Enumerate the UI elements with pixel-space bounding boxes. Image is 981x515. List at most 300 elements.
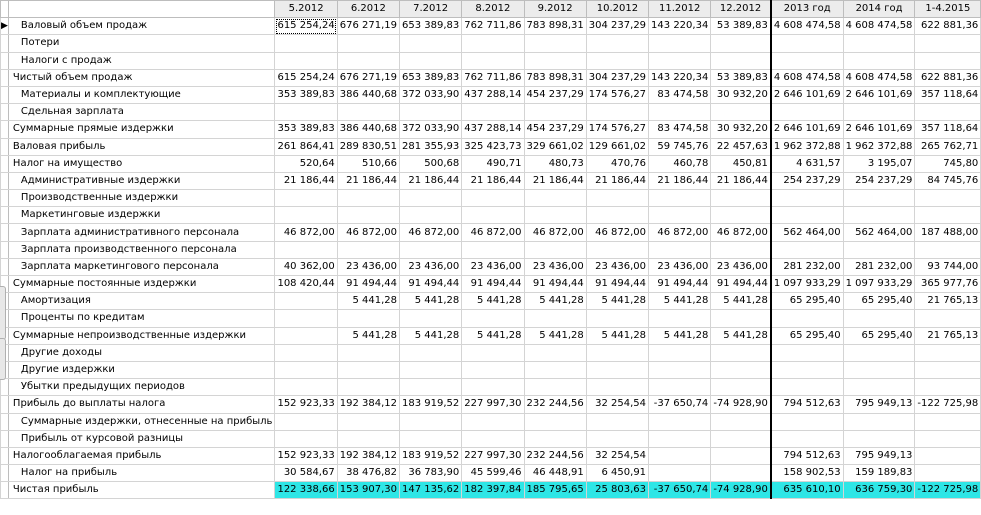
value-cell[interactable] — [337, 430, 399, 447]
value-cell[interactable] — [275, 361, 337, 378]
value-cell[interactable]: 32 254,54 — [586, 447, 648, 464]
value-cell[interactable]: 30 584,67 — [275, 465, 337, 482]
value-cell[interactable]: 325 423,73 — [462, 138, 524, 155]
value-cell[interactable]: 174 576,27 — [586, 86, 648, 103]
value-cell[interactable] — [843, 310, 915, 327]
value-cell[interactable]: 6 450,91 — [586, 465, 648, 482]
value-cell[interactable] — [462, 52, 524, 69]
value-cell[interactable] — [915, 379, 981, 396]
value-cell[interactable]: 46 872,00 — [524, 224, 586, 241]
value-cell[interactable]: 254 237,29 — [771, 172, 843, 189]
value-cell[interactable] — [337, 207, 399, 224]
value-cell[interactable] — [462, 241, 524, 258]
table-row[interactable] — [1, 344, 981, 361]
value-cell[interactable]: 454 237,29 — [524, 121, 586, 138]
value-cell[interactable]: 46 872,00 — [337, 224, 399, 241]
value-cell[interactable]: 23 436,00 — [524, 258, 586, 275]
value-cell[interactable] — [337, 52, 399, 69]
value-cell[interactable] — [337, 379, 399, 396]
value-cell[interactable] — [711, 465, 771, 482]
value-cell[interactable] — [399, 379, 461, 396]
value-cell[interactable] — [711, 344, 771, 361]
value-cell[interactable]: 2 646 101,69 — [843, 121, 915, 138]
value-cell[interactable]: 635 610,10 — [771, 482, 843, 499]
value-cell[interactable] — [711, 207, 771, 224]
value-cell[interactable]: 795 949,13 — [843, 396, 915, 413]
value-cell[interactable]: 21 186,44 — [399, 172, 461, 189]
row-indicator[interactable] — [1, 258, 9, 275]
value-cell[interactable] — [843, 379, 915, 396]
value-cell[interactable] — [843, 361, 915, 378]
value-cell[interactable] — [275, 327, 337, 344]
value-cell[interactable] — [524, 361, 586, 378]
row-indicator[interactable] — [1, 172, 9, 189]
row-indicator[interactable] — [1, 465, 9, 482]
value-cell[interactable]: 30 932,20 — [711, 121, 771, 138]
value-cell[interactable]: 53 389,83 — [711, 69, 771, 86]
column-header[interactable]: 8.2012 — [462, 1, 524, 18]
value-cell[interactable] — [275, 52, 337, 69]
value-cell[interactable] — [915, 310, 981, 327]
value-cell[interactable] — [399, 310, 461, 327]
value-cell[interactable]: 21 765,13 — [915, 327, 981, 344]
value-cell[interactable]: 183 919,52 — [399, 447, 461, 464]
value-cell[interactable] — [524, 190, 586, 207]
table-row[interactable] — [1, 430, 981, 447]
value-cell[interactable]: 4 608 474,58 — [771, 69, 843, 86]
value-cell[interactable]: 185 795,65 — [524, 482, 586, 499]
value-cell[interactable]: 5 441,28 — [586, 327, 648, 344]
value-cell[interactable] — [843, 344, 915, 361]
value-cell[interactable]: 437 288,14 — [462, 121, 524, 138]
value-cell[interactable]: 46 872,00 — [462, 224, 524, 241]
value-cell[interactable] — [524, 35, 586, 52]
value-cell[interactable] — [399, 104, 461, 121]
value-cell[interactable]: 261 864,41 — [275, 138, 337, 155]
value-cell[interactable]: 23 436,00 — [649, 258, 711, 275]
value-cell[interactable]: 93 744,00 — [915, 258, 981, 275]
value-cell[interactable] — [337, 241, 399, 258]
table-row[interactable] — [1, 224, 981, 241]
row-indicator[interactable] — [1, 379, 9, 396]
value-cell[interactable] — [399, 52, 461, 69]
value-cell[interactable]: 5 441,28 — [649, 327, 711, 344]
value-cell[interactable] — [711, 52, 771, 69]
value-cell[interactable] — [771, 35, 843, 52]
value-cell[interactable]: 46 872,00 — [649, 224, 711, 241]
value-cell[interactable] — [771, 413, 843, 430]
value-cell[interactable]: 46 448,91 — [524, 465, 586, 482]
value-cell[interactable] — [843, 241, 915, 258]
value-cell[interactable] — [337, 344, 399, 361]
value-cell[interactable]: 5 441,28 — [462, 327, 524, 344]
value-cell[interactable]: 304 237,29 — [586, 69, 648, 86]
value-cell[interactable] — [771, 310, 843, 327]
value-cell[interactable]: 152 923,33 — [275, 447, 337, 464]
column-header[interactable]: 7.2012 — [399, 1, 461, 18]
value-cell[interactable] — [524, 379, 586, 396]
value-cell[interactable] — [649, 241, 711, 258]
value-cell[interactable] — [337, 310, 399, 327]
value-cell[interactable] — [399, 190, 461, 207]
table-row[interactable] — [1, 413, 981, 430]
value-cell[interactable] — [462, 310, 524, 327]
value-cell[interactable]: 450,81 — [711, 155, 771, 172]
value-cell[interactable]: 636 759,30 — [843, 482, 915, 499]
value-cell[interactable] — [524, 241, 586, 258]
value-cell[interactable] — [586, 413, 648, 430]
value-cell[interactable]: 45 599,46 — [462, 465, 524, 482]
value-cell[interactable]: 25 803,63 — [586, 482, 648, 499]
value-cell[interactable] — [771, 207, 843, 224]
value-cell[interactable]: 745,80 — [915, 155, 981, 172]
value-cell[interactable]: 143 220,34 — [649, 69, 711, 86]
value-cell[interactable]: 46 872,00 — [275, 224, 337, 241]
value-cell[interactable]: 91 494,44 — [399, 276, 461, 293]
value-cell[interactable]: 91 494,44 — [337, 276, 399, 293]
value-cell[interactable]: 4 608 474,58 — [843, 18, 915, 35]
value-cell[interactable] — [462, 379, 524, 396]
row-indicator[interactable] — [1, 121, 9, 138]
value-cell[interactable] — [771, 104, 843, 121]
value-cell[interactable]: 454 237,29 — [524, 86, 586, 103]
value-cell[interactable] — [586, 310, 648, 327]
value-cell[interactable]: 91 494,44 — [711, 276, 771, 293]
value-cell[interactable]: 372 033,90 — [399, 86, 461, 103]
value-cell[interactable] — [524, 413, 586, 430]
column-header[interactable]: 9.2012 — [524, 1, 586, 18]
value-cell[interactable]: 353 389,83 — [275, 86, 337, 103]
value-cell[interactable]: 182 397,84 — [462, 482, 524, 499]
value-cell[interactable] — [649, 104, 711, 121]
column-header[interactable]: 5.2012 — [275, 1, 337, 18]
value-cell[interactable] — [275, 344, 337, 361]
value-cell[interactable]: 46 872,00 — [711, 224, 771, 241]
value-cell[interactable]: 192 384,12 — [337, 447, 399, 464]
column-header[interactable]: 1-4.2015 — [915, 1, 981, 18]
value-cell[interactable]: 187 488,00 — [915, 224, 981, 241]
value-cell[interactable]: 192 384,12 — [337, 396, 399, 413]
value-cell[interactable]: 83 474,58 — [649, 86, 711, 103]
value-cell[interactable]: 122 338,66 — [275, 482, 337, 499]
value-cell[interactable]: 4 631,57 — [771, 155, 843, 172]
table-row[interactable] — [1, 447, 981, 464]
value-cell[interactable] — [915, 447, 981, 464]
value-cell[interactable]: 372 033,90 — [399, 121, 461, 138]
value-cell[interactable]: 65 295,40 — [843, 327, 915, 344]
value-cell[interactable]: 5 441,28 — [711, 293, 771, 310]
value-cell[interactable]: 795 949,13 — [843, 447, 915, 464]
value-cell[interactable]: 108 420,44 — [275, 276, 337, 293]
value-cell[interactable] — [771, 344, 843, 361]
value-cell[interactable]: 794 512,63 — [771, 396, 843, 413]
value-cell[interactable] — [524, 310, 586, 327]
value-cell[interactable]: -74 928,90 — [711, 396, 771, 413]
value-cell[interactable]: 232 244,56 — [524, 396, 586, 413]
value-cell[interactable] — [649, 344, 711, 361]
value-cell[interactable] — [711, 310, 771, 327]
value-cell[interactable]: 622 881,36 — [915, 18, 981, 35]
value-cell[interactable]: 490,71 — [462, 155, 524, 172]
table-row[interactable] — [1, 18, 981, 35]
value-cell[interactable] — [843, 104, 915, 121]
value-cell[interactable] — [399, 344, 461, 361]
value-cell[interactable] — [649, 413, 711, 430]
value-cell[interactable] — [915, 35, 981, 52]
table-row[interactable] — [1, 172, 981, 189]
value-cell[interactable] — [275, 190, 337, 207]
value-cell[interactable]: 5 441,28 — [711, 327, 771, 344]
row-indicator[interactable] — [1, 138, 9, 155]
value-cell[interactable]: 227 997,30 — [462, 396, 524, 413]
value-cell[interactable]: 91 494,44 — [462, 276, 524, 293]
value-cell[interactable]: 281 232,00 — [771, 258, 843, 275]
value-cell[interactable] — [649, 465, 711, 482]
value-cell[interactable] — [915, 430, 981, 447]
value-cell[interactable]: 386 440,68 — [337, 86, 399, 103]
value-cell[interactable]: 91 494,44 — [649, 276, 711, 293]
value-cell[interactable] — [586, 344, 648, 361]
row-indicator[interactable] — [1, 224, 9, 241]
row-indicator[interactable] — [1, 190, 9, 207]
value-cell[interactable]: 622 881,36 — [915, 69, 981, 86]
value-cell[interactable] — [771, 190, 843, 207]
value-cell[interactable] — [586, 379, 648, 396]
value-cell[interactable] — [649, 430, 711, 447]
value-cell[interactable]: 65 295,40 — [771, 293, 843, 310]
value-cell[interactable] — [462, 430, 524, 447]
table-row[interactable] — [1, 86, 981, 103]
value-cell[interactable]: 40 362,00 — [275, 258, 337, 275]
value-cell[interactable]: 562 464,00 — [771, 224, 843, 241]
value-cell[interactable] — [337, 35, 399, 52]
value-cell[interactable] — [711, 413, 771, 430]
row-indicator[interactable] — [1, 447, 9, 464]
value-cell[interactable] — [843, 52, 915, 69]
value-cell[interactable]: 22 457,63 — [711, 138, 771, 155]
value-cell[interactable]: 615 254,24 — [275, 18, 337, 35]
value-cell[interactable]: 3 195,07 — [843, 155, 915, 172]
value-cell[interactable] — [462, 361, 524, 378]
value-cell[interactable] — [649, 447, 711, 464]
table-row[interactable] — [1, 276, 981, 293]
value-cell[interactable] — [586, 361, 648, 378]
value-cell[interactable] — [275, 430, 337, 447]
value-cell[interactable] — [399, 413, 461, 430]
value-cell[interactable]: 2 646 101,69 — [771, 86, 843, 103]
value-cell[interactable]: 91 494,44 — [524, 276, 586, 293]
value-cell[interactable] — [711, 361, 771, 378]
row-indicator[interactable] — [1, 104, 9, 121]
value-cell[interactable] — [915, 104, 981, 121]
value-cell[interactable] — [524, 52, 586, 69]
value-cell[interactable] — [771, 52, 843, 69]
table-row[interactable] — [1, 155, 981, 172]
value-cell[interactable]: 437 288,14 — [462, 86, 524, 103]
row-indicator[interactable] — [1, 430, 9, 447]
value-cell[interactable]: 520,64 — [275, 155, 337, 172]
table-row[interactable] — [1, 465, 981, 482]
value-cell[interactable] — [915, 413, 981, 430]
value-cell[interactable]: 1 097 933,29 — [843, 276, 915, 293]
value-cell[interactable]: 1 962 372,88 — [771, 138, 843, 155]
value-cell[interactable]: 5 441,28 — [337, 327, 399, 344]
value-cell[interactable] — [843, 413, 915, 430]
table-row[interactable] — [1, 293, 981, 310]
value-cell[interactable]: 21 186,44 — [462, 172, 524, 189]
row-indicator[interactable] — [1, 241, 9, 258]
value-cell[interactable]: 1 097 933,29 — [771, 276, 843, 293]
value-cell[interactable] — [649, 190, 711, 207]
value-cell[interactable]: 357 118,64 — [915, 86, 981, 103]
value-cell[interactable] — [399, 361, 461, 378]
value-cell[interactable] — [462, 35, 524, 52]
value-cell[interactable] — [771, 379, 843, 396]
value-cell[interactable] — [711, 430, 771, 447]
value-cell[interactable] — [524, 104, 586, 121]
value-cell[interactable]: 500,68 — [399, 155, 461, 172]
value-cell[interactable]: 183 919,52 — [399, 396, 461, 413]
value-cell[interactable]: 83 474,58 — [649, 121, 711, 138]
row-indicator[interactable] — [1, 155, 9, 172]
value-cell[interactable]: 65 295,40 — [771, 327, 843, 344]
value-cell[interactable]: 783 898,31 — [524, 69, 586, 86]
value-cell[interactable]: 152 923,33 — [275, 396, 337, 413]
value-cell[interactable] — [649, 52, 711, 69]
table-row[interactable] — [1, 396, 981, 413]
value-cell[interactable] — [711, 241, 771, 258]
value-cell[interactable]: 653 389,83 — [399, 69, 461, 86]
value-cell[interactable] — [586, 241, 648, 258]
table-row[interactable] — [1, 310, 981, 327]
value-cell[interactable] — [771, 361, 843, 378]
value-cell[interactable]: 159 189,83 — [843, 465, 915, 482]
value-cell[interactable]: 23 436,00 — [586, 258, 648, 275]
value-cell[interactable] — [771, 430, 843, 447]
value-cell[interactable] — [337, 104, 399, 121]
value-cell[interactable] — [275, 293, 337, 310]
value-cell[interactable]: 329 661,02 — [524, 138, 586, 155]
column-header[interactable]: 12.2012 — [711, 1, 771, 18]
value-cell[interactable] — [915, 465, 981, 482]
value-cell[interactable]: 153 907,30 — [337, 482, 399, 499]
value-cell[interactable] — [524, 207, 586, 224]
table-row[interactable] — [1, 35, 981, 52]
value-cell[interactable] — [337, 190, 399, 207]
value-cell[interactable] — [649, 207, 711, 224]
table-row[interactable] — [1, 52, 981, 69]
column-header[interactable]: 2014 год — [843, 1, 915, 18]
value-cell[interactable]: 21 186,44 — [711, 172, 771, 189]
value-cell[interactable] — [462, 104, 524, 121]
value-cell[interactable]: -37 650,74 — [649, 482, 711, 499]
value-cell[interactable]: 510,66 — [337, 155, 399, 172]
panel-collapse-handle[interactable] — [0, 338, 6, 380]
value-cell[interactable] — [915, 190, 981, 207]
value-cell[interactable]: 21 186,44 — [524, 172, 586, 189]
value-cell[interactable] — [337, 413, 399, 430]
value-cell[interactable] — [337, 361, 399, 378]
column-header[interactable]: 2013 год — [771, 1, 843, 18]
value-cell[interactable] — [771, 241, 843, 258]
value-cell[interactable] — [462, 344, 524, 361]
value-cell[interactable]: 143 220,34 — [649, 18, 711, 35]
value-cell[interactable]: 5 441,28 — [399, 327, 461, 344]
value-cell[interactable]: 53 389,83 — [711, 18, 771, 35]
value-cell[interactable]: 5 441,28 — [586, 293, 648, 310]
value-cell[interactable]: 676 271,19 — [337, 69, 399, 86]
value-cell[interactable] — [843, 35, 915, 52]
value-cell[interactable] — [524, 430, 586, 447]
value-cell[interactable] — [275, 207, 337, 224]
table-row[interactable] — [1, 327, 981, 344]
column-header[interactable]: 11.2012 — [649, 1, 711, 18]
value-cell[interactable]: 265 762,71 — [915, 138, 981, 155]
value-cell[interactable]: 480,73 — [524, 155, 586, 172]
value-cell[interactable]: 21 186,44 — [337, 172, 399, 189]
value-cell[interactable]: 254 237,29 — [843, 172, 915, 189]
value-cell[interactable]: 158 902,53 — [771, 465, 843, 482]
value-cell[interactable]: 783 898,31 — [524, 18, 586, 35]
value-cell[interactable]: 36 783,90 — [399, 465, 461, 482]
value-cell[interactable]: 5 441,28 — [337, 293, 399, 310]
value-cell[interactable] — [399, 241, 461, 258]
value-cell[interactable]: -122 725,98 — [915, 396, 981, 413]
value-cell[interactable]: 129 661,02 — [586, 138, 648, 155]
value-cell[interactable] — [275, 104, 337, 121]
value-cell[interactable] — [843, 190, 915, 207]
value-cell[interactable] — [586, 430, 648, 447]
value-cell[interactable]: 23 436,00 — [462, 258, 524, 275]
value-cell[interactable]: 21 765,13 — [915, 293, 981, 310]
value-cell[interactable] — [462, 190, 524, 207]
value-cell[interactable] — [711, 447, 771, 464]
value-cell[interactable]: 5 441,28 — [524, 327, 586, 344]
value-cell[interactable]: 21 186,44 — [649, 172, 711, 189]
value-cell[interactable] — [399, 207, 461, 224]
row-indicator[interactable] — [1, 35, 9, 52]
table-row[interactable] — [1, 241, 981, 258]
value-cell[interactable]: 5 441,28 — [524, 293, 586, 310]
value-cell[interactable]: 2 646 101,69 — [843, 86, 915, 103]
table-row[interactable] — [1, 104, 981, 121]
value-cell[interactable]: 4 608 474,58 — [771, 18, 843, 35]
value-cell[interactable] — [275, 310, 337, 327]
value-cell[interactable] — [462, 207, 524, 224]
value-cell[interactable]: 46 872,00 — [586, 224, 648, 241]
value-cell[interactable]: 65 295,40 — [843, 293, 915, 310]
value-cell[interactable]: 386 440,68 — [337, 121, 399, 138]
value-cell[interactable] — [649, 361, 711, 378]
value-cell[interactable]: 460,78 — [649, 155, 711, 172]
value-cell[interactable]: 762 711,86 — [462, 69, 524, 86]
value-cell[interactable] — [915, 361, 981, 378]
table-row[interactable] — [1, 379, 981, 396]
value-cell[interactable] — [915, 52, 981, 69]
value-cell[interactable]: 30 932,20 — [711, 86, 771, 103]
value-cell[interactable] — [649, 379, 711, 396]
row-indicator[interactable] — [1, 396, 9, 413]
row-indicator[interactable] — [1, 413, 9, 430]
table-row[interactable] — [1, 258, 981, 275]
table-row[interactable] — [1, 138, 981, 155]
value-cell[interactable]: 23 436,00 — [337, 258, 399, 275]
column-header[interactable]: 10.2012 — [586, 1, 648, 18]
value-cell[interactable]: 353 389,83 — [275, 121, 337, 138]
value-cell[interactable] — [399, 430, 461, 447]
value-cell[interactable]: 84 745,76 — [915, 172, 981, 189]
value-cell[interactable] — [586, 190, 648, 207]
